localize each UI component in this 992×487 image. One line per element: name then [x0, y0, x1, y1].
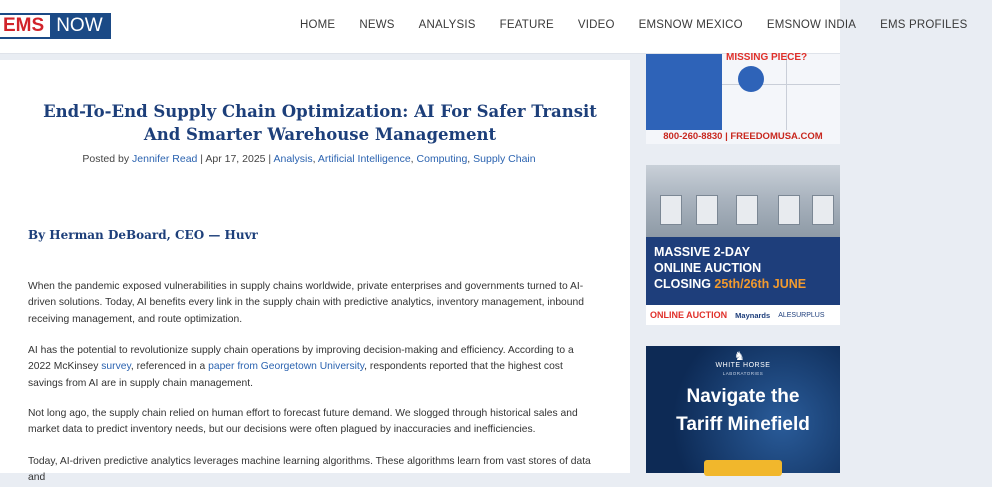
online-auction-label: ONLINE AUCTION [650, 310, 728, 320]
machine-shape [778, 195, 800, 225]
maynards-logo: Maynards [735, 310, 771, 320]
ad-footer [646, 305, 840, 325]
posted-by-label: Posted by [82, 153, 130, 165]
logo-ems-text: EMS [0, 15, 50, 37]
paragraph-text: , respondents reported that the highest cost savings from AI are in supply chain management. [28, 361, 563, 389]
ad-auction[interactable] [646, 165, 840, 325]
nav-emsnow-mexico[interactable]: EMSNOW MEXICO [638, 19, 743, 31]
category-comma: , [312, 153, 318, 165]
machine-shape [812, 195, 834, 225]
post-date: Apr 17, 2025 [205, 153, 266, 165]
category-comma: , [410, 153, 417, 165]
machine-shape [660, 195, 682, 225]
author-link[interactable]: Jennifer Read [132, 153, 198, 165]
survey-link[interactable]: survey [101, 361, 131, 373]
sidebar [630, 54, 840, 473]
ad-headline: MISSING PIECE? [726, 52, 808, 63]
article-paragraph: When the pandemic exposed vulnerabilities in supply chains worldwide, private enterprises and governments turned to AI-driven solutions. Today, AI benefits every link in the supply chain with predictive analytics, inventory management, inbound receiving management, and route optimization. [28, 281, 584, 325]
category-link-computing[interactable]: Computing [416, 153, 468, 165]
nav-video[interactable]: VIDEO [577, 19, 615, 31]
puzzle-graphic [722, 54, 840, 132]
ad-freedomusa[interactable] [646, 54, 840, 144]
alesurplus-logo: ALESURPLUS [778, 311, 825, 319]
machine-shape [696, 195, 718, 225]
ad-brand: WHITE HORSE [715, 362, 771, 369]
machine-shape [736, 195, 758, 225]
nav-feature[interactable]: FEATURE [499, 19, 554, 31]
ad-headline: Navigate the [686, 386, 800, 407]
emsnow-logo[interactable] [0, 13, 111, 39]
ad-dates: 25th/26th JUNE [714, 277, 807, 291]
ad-line-part: CLOSING [654, 277, 715, 291]
georgetown-paper-link[interactable]: paper from Georgetown University [208, 361, 365, 373]
article-paragraph: Today, AI-driven predictive analytics leverages machine learning algorithms. These algorithms learn from vast stores of data and [28, 456, 591, 484]
ad-brand-sub: LABORATORIES [722, 371, 764, 376]
site-header [0, 0, 968, 54]
puzzle-piece-icon [738, 66, 764, 92]
category-link-supply-chain[interactable]: Supply Chain [473, 153, 536, 165]
logo-now-text: NOW [50, 15, 108, 37]
article-paragraph: Not long ago, the supply chain relied on human effort to forecast future demand. We slogged through historical sales and market data to predict inventory needs, but our decisions were often plagued by inaccuracies and inefficiencies. [28, 408, 578, 436]
article-title: End-To-End Supply Chain Optimization: AI For Safer Transit And Smarter Warehouse Management [43, 102, 597, 144]
puzzle-seam [786, 54, 787, 132]
paragraph-text: , referenced in a [130, 361, 209, 373]
article-byline: By Herman DeBoard, CEO — Huvr [28, 228, 258, 242]
ad-line: ONLINE AUCTION [654, 261, 762, 275]
ad-contact: 800-260-8830 | FREEDOMUSA.COM [646, 130, 840, 144]
factory-photo [646, 165, 840, 237]
article-body [0, 60, 630, 484]
ad-line: MASSIVE 2-DAY [654, 245, 751, 259]
nav-analysis[interactable]: ANALYSIS [418, 19, 476, 31]
ad-headline: Tariff Minefield [676, 414, 810, 435]
category-link-ai[interactable]: Artificial Intelligence [317, 153, 411, 165]
nav-home[interactable]: HOME [300, 19, 336, 31]
article-meta [0, 153, 618, 165]
main-nav [300, 19, 992, 31]
ad-line [654, 276, 806, 292]
category-comma: , [467, 153, 474, 165]
category-link-analysis[interactable]: Analysis [273, 153, 313, 165]
meta-separator: | [265, 153, 274, 165]
ad-white-horse[interactable] [646, 346, 840, 473]
ad-cta-button[interactable] [704, 460, 782, 476]
nav-ems-profiles[interactable]: EMS PROFILES [880, 19, 968, 31]
article-paragraph [28, 343, 594, 392]
nav-emsnow-india[interactable]: EMSNOW INDIA [766, 19, 857, 31]
meta-separator: | [197, 153, 206, 165]
paragraph-text: AI has the potential to revolutionize supply chain operations by improving decision-making and efficiency. According to a 2022 McKinsey [28, 345, 574, 373]
horse-icon: ♞ [734, 349, 745, 363]
nav-news[interactable]: NEWS [359, 19, 395, 31]
